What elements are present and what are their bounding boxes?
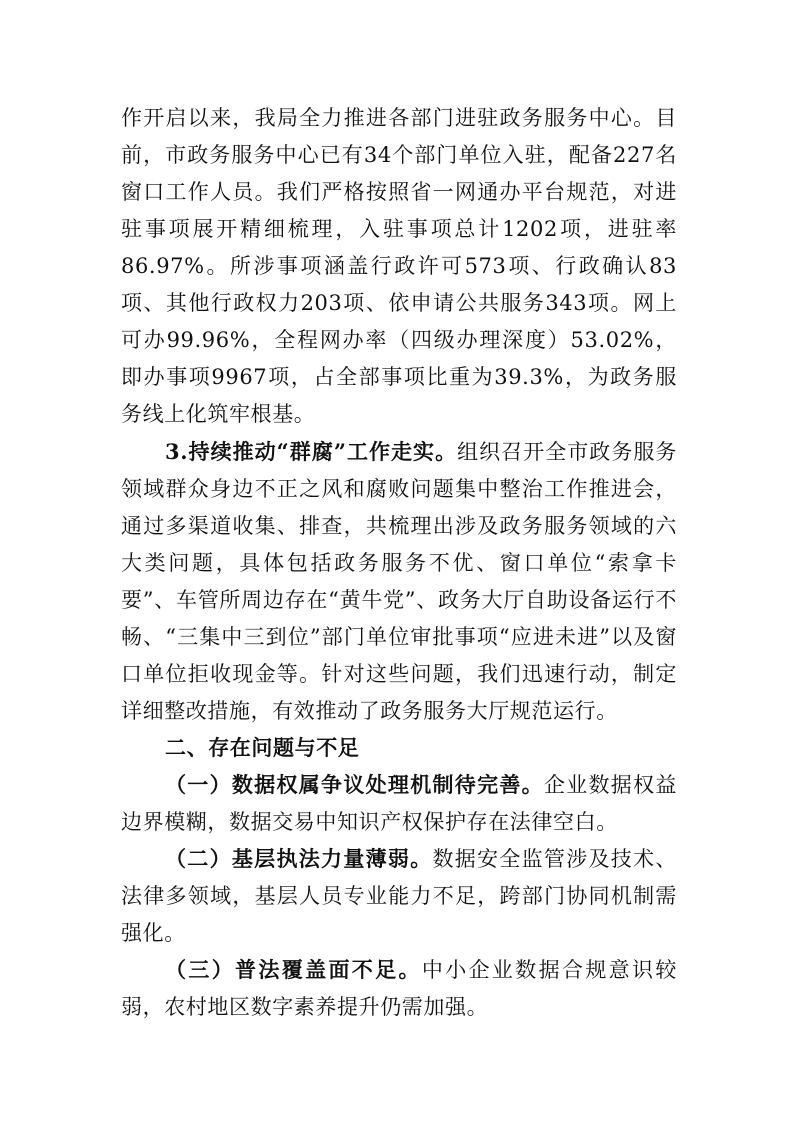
issue-lead: （二）基层执法力量薄弱。 (165, 847, 433, 871)
issue-item-2 (121, 841, 677, 952)
section-heading: 二、存在问题与不足 (165, 736, 360, 760)
issue-text: 中小企业数据合规意识较弱，农村地区数字素养提升仍需加强。 (121, 958, 677, 1019)
issue-lead: （三）普法覆盖面不足。 (165, 958, 422, 982)
paragraph-text: 组织召开全市政务服务领域群众身边不正之风和腐败问题集中整治工作推进会，通过多渠道收集、排查，共梳理出涉及政务服务领域的六大类问题，具体包括政务服务不优、窗口单位“索拿卡要”、车管所周边存在“黄牛党”、政务大厅自助设备运行不畅、“三集中三到位”部门单位审批事项“应进未进”以及窗口单位拒收现金等。针对这些问题，我们迅速行动，制定详细整改措施，有效推动了政务服务大厅规范运行。 (121, 440, 678, 723)
issue-item-1 (121, 767, 677, 841)
document-body (121, 100, 677, 1026)
paragraph-text: 作开启以来，我局全力推进各部门进驻政务服务中心。目前，市政务服务中心已有34个部门单位入驻，配备227名窗口工作人员。我们严格按照省一网通办平台规范，对进驻事项展开精细梳理，入驻事项总计1202项，进驻率86.97%。所涉事项涵盖行政许可573项、行政确认83项、其他行政权力203项、依申请公共服务343项。网上可办99.96%，全程网办率（四级办理深度）53.02%，即办事项9967项，占全部事项比重为39.3%，为政务服务线上化筑牢根基。 (121, 106, 677, 426)
paragraph-continuation (121, 100, 677, 433)
issue-item-3 (121, 952, 677, 1026)
issue-text: 数据安全监管涉及技术、法律多领域，基层人员专业能力不足，跨部门协同机制需强化。 (121, 847, 677, 945)
paragraph-group-corruption (121, 433, 677, 730)
paragraph-lead: 3.持续推动“群腐”工作走实。 (165, 439, 458, 464)
issue-text: 企业数据权益边界模糊，数据交易中知识产权保护存在法律空白。 (121, 773, 677, 834)
issue-lead: （一）数据权属争议处理机制待完善。 (165, 773, 544, 797)
